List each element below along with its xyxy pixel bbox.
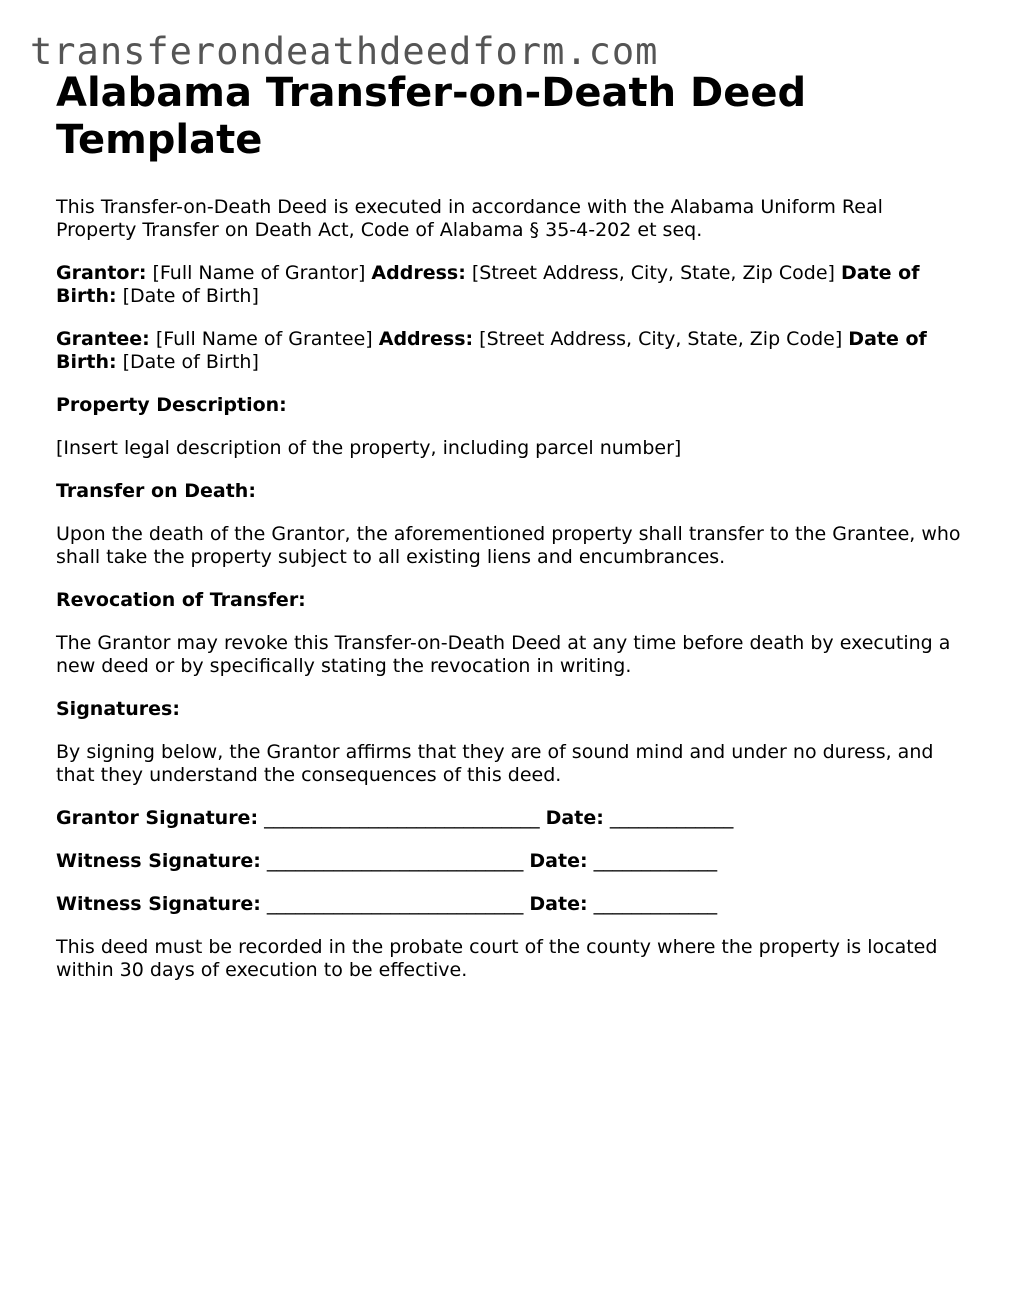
grantee-dob: [Date of Birth] xyxy=(122,351,259,373)
revocation-heading xyxy=(56,589,961,612)
grantor-details xyxy=(56,262,961,308)
deed-document xyxy=(56,70,961,982)
witness-signature-line-1 xyxy=(56,850,961,873)
grantee-address: [Street Address, City, State, Zip Code] xyxy=(479,328,843,350)
grantor-signature-line xyxy=(56,807,961,830)
grantor-date-blank[interactable]: _____________ xyxy=(609,807,734,829)
revocation-heading-text: Revocation of Transfer: xyxy=(56,589,306,611)
witness-signature-blank[interactable]: ___________________________ xyxy=(266,850,524,872)
witness-signature-line-2 xyxy=(56,893,961,916)
grantor-dob: [Date of Birth] xyxy=(122,285,259,307)
witness-date-blank[interactable]: _____________ xyxy=(593,850,718,872)
witness-date-label: Date: xyxy=(529,850,588,872)
intro-paragraph: This Transfer-on-Death Deed is executed in accordance with the Alabama Uniform Real Property Transfer on Death Act, Code of Alabama § 35-4-202 et seq. xyxy=(56,196,883,241)
grantor-label: Grantor: xyxy=(56,262,147,284)
grantee-dob-label: Date of Birth: xyxy=(56,328,927,373)
signatures-heading xyxy=(56,698,961,721)
grantee-label: Grantee: xyxy=(56,328,150,350)
grantor-dob-label: Date of Birth: xyxy=(56,262,920,307)
closing-paragraph: This deed must be recorded in the probate court of the county where the property is located within 30 days of execution to be effective. xyxy=(56,936,938,981)
grantee-name: [Full Name of Grantee] xyxy=(155,328,373,350)
grantor-address-label: Address: xyxy=(371,262,466,284)
transfer-heading-text: Transfer on Death: xyxy=(56,480,256,502)
transfer-text: Upon the death of the Grantor, the aforementioned property shall transfer to the Grantee, who shall take the property subject to all existing liens and encumbrances. xyxy=(56,523,961,568)
site-watermark: transferondeathdeedform.com xyxy=(30,30,659,73)
grantor-signature-blank[interactable]: _____________________________ xyxy=(264,807,540,829)
grantor-date-label: Date: xyxy=(545,807,604,829)
revocation-text: The Grantor may revoke this Transfer-on-Death Deed at any time before death by executing a new deed or by specifically stating the revocation in writing. xyxy=(56,632,951,677)
signatures-heading-text: Signatures: xyxy=(56,698,180,720)
grantor-name: [Full Name of Grantor] xyxy=(152,262,366,284)
transfer-heading xyxy=(56,480,961,503)
witness-signature-label: Witness Signature: xyxy=(56,850,261,872)
grantee-details xyxy=(56,328,961,374)
page-title: Alabama Transfer-on-Death Deed Template xyxy=(56,70,807,163)
property-text: [Insert legal description of the property, including parcel number] xyxy=(56,437,682,459)
signatures-text: By signing below, the Grantor affirms that they are of sound mind and under no duress, and that they understand the consequences of this deed. xyxy=(56,741,934,786)
property-heading-text: Property Description: xyxy=(56,394,287,416)
witness-signature-label: Witness Signature: xyxy=(56,893,261,915)
grantor-signature-label: Grantor Signature: xyxy=(56,807,259,829)
witness-date-blank[interactable]: _____________ xyxy=(593,893,718,915)
property-heading xyxy=(56,394,961,417)
witness-date-label: Date: xyxy=(529,893,588,915)
grantee-address-label: Address: xyxy=(378,328,474,350)
grantor-address: [Street Address, City, State, Zip Code] xyxy=(471,262,835,284)
witness-signature-blank[interactable]: ___________________________ xyxy=(266,893,524,915)
